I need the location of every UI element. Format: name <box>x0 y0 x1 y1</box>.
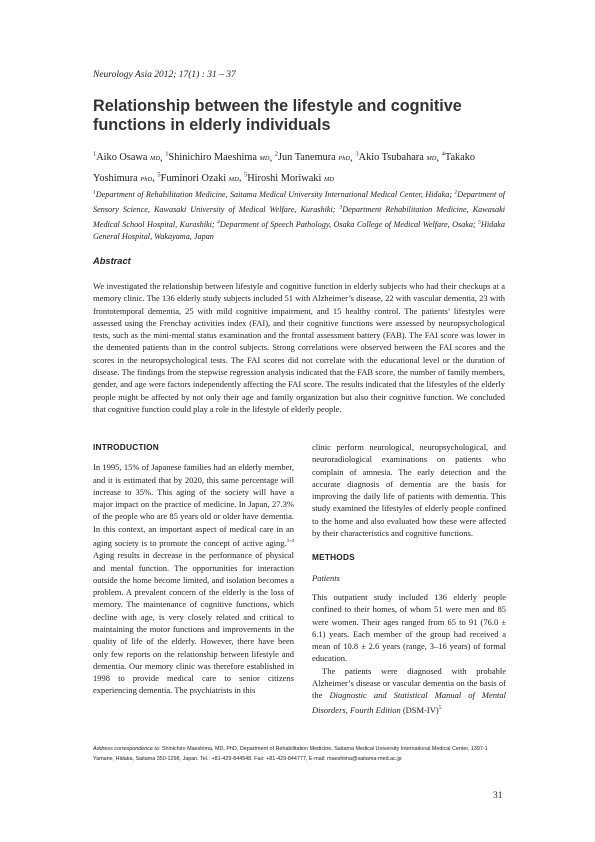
author: $^1$Shinichiro Maeshima MD <box>165 151 270 164</box>
reference-marker: 5 <box>438 704 442 711</box>
affiliation: $^1$Department of Rehabilitation Medicine, Saitama Medical University International Medical Center, Hidaka; <box>93 189 453 199</box>
abstract-heading: Abstract <box>93 256 131 266</box>
affiliation: $^5$Hidaka General Hospital, Wakayama, Japan <box>93 219 506 242</box>
introduction-paragraph-continued: clinic perform neurological, neuropsychological, and neuroradiological examinations on patients who complain of amnesia. The early detection and the accurate diagnosis of dementia are the basis for improving the daily life of patients with dementia. This study examined the lifestyles of elderly people confined to the home and also evaluated how these were affected by their characteristics and cognitive functions. <box>312 442 506 539</box>
introduction-heading: INTRODUCTION <box>93 442 160 452</box>
left-column <box>93 441 294 697</box>
author: $^1$Aiko Osawa MD <box>93 151 161 164</box>
affiliations <box>93 186 505 244</box>
reference-marker: 1-4 <box>286 538 294 545</box>
introduction-paragraph: In 1995, 15% of Japanese families had an elderly member, and it is estimated that by 2020, this same percentage will increase to 35%. This aging of the society will have a major impact on the practice of medicine. In Japan, 27.3% of the people who are 85 years old or older have dementia. In this context, an important aspect of medical care in an aging society is to promote the concept of active aging.$^{1-4}$ Aging results in decrease in the performance of physical and mental function. The opportunities for interaction outside the home become limited, and isolation becomes a problem. A prevalent concern of the elderly is the loss of memory. The maintenance of cognitive functions, which decline with age, is very closely related and critical to maintaining the motor functions and improvements in the quality of life of the elderly. However, there have been only few reports on the relationship between lifestyle and dementia. Our memory clinic was therefore established in 1998 to provide medical care to senior citizens experiencing dementia. The psychiatrists in this <box>93 462 294 696</box>
affiliation: $^2$Department of Sensory Science, Kawasaki University of Medical Welfare, Kurashiki; <box>93 189 505 214</box>
author: $^2$Jun Tanemura PhD <box>274 151 351 164</box>
methods-paragraph: This outpatient study included 136 elderly people confined to their homes, of whom 51 were men and 85 were women. Their ages ranged from 65 to 91 (76.0 ± 6.1) years. Each member of the group had received a mean of 10.8 ± 2.6 years (range, 3–16 years) of formal education. <box>312 591 506 664</box>
right-column <box>312 441 506 716</box>
methods-heading: METHODS <box>312 552 355 563</box>
article-title: Relationship between the lifestyle and cognitive functions in elderly individuals <box>93 97 462 134</box>
author: $^4$Takako Yoshimura PhD <box>93 151 476 184</box>
author: $^5$Hiroshi Moriwaki MD <box>243 171 334 184</box>
methods-paragraph: The patients were diagnosed with probable Alzheimer’s disease or vascular dementia on the basis of the Diagnostic and Statistical Manual of Mental Disorders, Fourth Edition $(DSM-IV)^5$ <box>312 665 507 715</box>
affiliation: $^3$Department Rehabilitation Medicine, Kawasaki Medical School Hospital, Kurashiki; <box>93 204 506 230</box>
abstract-text: We investigated the relationship between lifestyle and cognitive function in elderly subjects who had their checkups at a memory clinic. The 136 elderly study subjects included 51 with Alzheimer’s disease, 22 with vascular dementia, 23 with frontotemporal dementia, 25 with mild cognitive impairment, and 15 healthy control. The patients’ lifestyles were assessed using the Frenchay activities index (FAI), and their cognitive functions were assessed by neuropsychological tests, such as the mini-mental status examination and the frontal assessment battery (FAB). The FAI score was lower in the demented patients than in the control subjects. Strong correlations were observed between the FAI scores and the scores in the neuropsychological tests. The FAI scores did not correlate with the educational level or the duration of disease. The findings from the stepwise regression analysis indicated that the FAB score, the number of family members, gender, and age were factors independently affecting the FAI score. The results indicated that the lifestyles of the elderly people might be affected by not only their age and family organization but also their cognitive function. We concluded that cognitive function could play a role in the lifestyle of elderly people. <box>93 281 505 414</box>
author: $^3$Akio Tsubahara MD <box>355 151 437 164</box>
author: $^5$Fuminori Ozaki MD <box>157 171 239 184</box>
patients-subheading: Patients <box>312 572 340 583</box>
page-number: 31 <box>493 791 503 801</box>
correspondence-note: Address correspondence to: Shinichiro Maeshima, MD, PhD, Department of Rehabilitation Medicine, Saitama Medical University International Medical Center, 1397-1 Yamane, Hidaka, Saitama 350-1298, Japan. Tel.: +81-429-844548. Fax: +81-429-844777, E-mail: maeshima@saitama-med.ac.jp <box>93 746 488 762</box>
affiliation: $^4$Department of Speech Pathology, Osaka College of Medical Welfare, Osaka; <box>217 219 476 230</box>
author-list: $^1$Aiko Osawa MD, $^1$Shinichiro Maeshima MD, $^2$Jun Tanemura PhD, $^3$Akio Tsubahara MD, $^4$Takako Yoshimura PhD, $^5$Fuminori Ozaki MD, $^5$Hiroshi Moriwaki MD <box>93 151 476 184</box>
journal-citation: Neurology Asia 2012; 17(1) : 31 – 37 <box>93 70 236 80</box>
